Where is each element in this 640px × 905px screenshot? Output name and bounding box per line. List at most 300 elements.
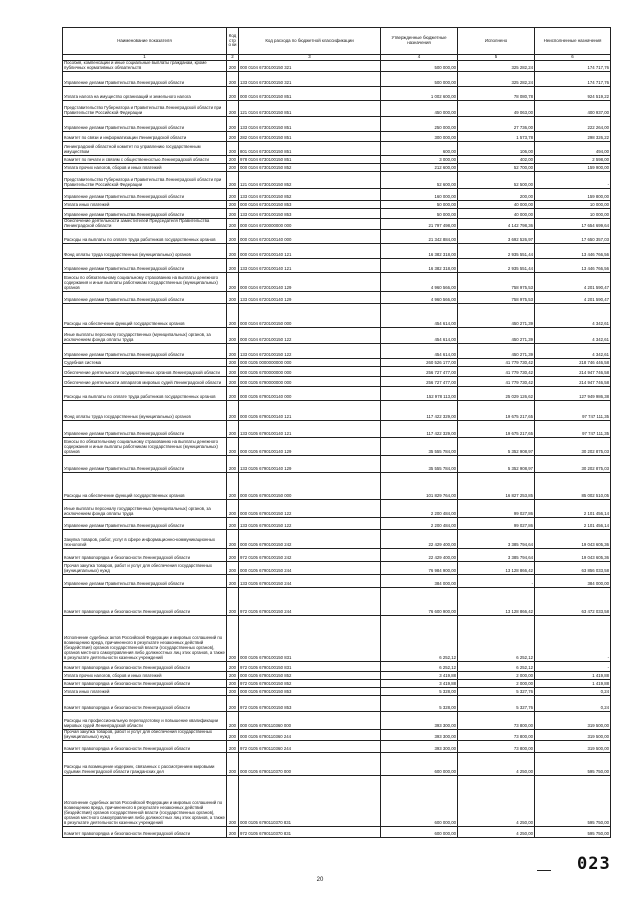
cell-executed: 758 975,53 [458,291,535,303]
cell-line-code: 200 [227,679,239,687]
cell-line-code: 200 [227,517,239,529]
cell-line-code: 200 [227,740,239,752]
header-approved: Утвержденные бюджетные назначения [381,28,458,55]
cell-line-code: 200 [227,171,239,188]
column-number: 4 [381,55,458,61]
cell-line-code: 200 [227,587,239,615]
cell-indicator-name: Комитет правопорядка и безопасности Ленинградской области [63,587,227,615]
header-line-code: Код стро ки [227,28,239,55]
cell-executed: 3 385 794,64 [458,548,535,561]
cell-unexecuted: 319 500,00 [535,729,611,740]
cell-executed: 13 128 866,42 [458,561,535,574]
cell-line-code: 200 [227,243,239,258]
table-row [63,775,611,826]
cell-line-code: 200 [227,752,239,775]
cell-unexecuted: 97 747 111,35 [535,420,611,437]
cell-budget-code: 000 0105 6790110370 831 [239,775,381,826]
cell-line-code: 200 [227,376,239,386]
cell-executed: 40 000,00 [458,208,535,218]
cell-line-code: 200 [227,455,239,472]
cell-unexecuted: 0,24 [535,695,611,711]
cell-budget-code: 000 0105 6790100150 831 [239,615,381,661]
cell-budget-code: 000 0104 6720100140 121 [239,243,381,258]
cell-executed: 5 352 908,97 [458,455,535,472]
cell-approved: 393 300,00 [381,711,458,729]
table-row [63,163,611,171]
cell-budget-code: 121 0104 6730100150 852 [239,171,381,188]
table-row [63,561,611,574]
table-row [63,455,611,472]
table-row [63,671,611,679]
cell-approved: 5 328,00 [381,695,458,711]
cell-budget-code: 972 0105 6790100150 831 [239,661,381,671]
cell-budget-code: 000 0105 6790110360 000 [239,711,381,729]
cell-unexecuted: 4 342,61 [535,303,611,327]
table-row [63,188,611,200]
cell-line-code: 200 [227,695,239,711]
cell-indicator-name: Комитет правопорядка и безопасности Ленинградской области [63,548,227,561]
cell-indicator-name: Пособия, компенсации и иные социальные выплаты гражданам, кроме публичных нормативных обязательств [63,61,227,72]
cell-line-code: 200 [227,826,239,837]
cell-executed: 5 352 908,97 [458,437,535,455]
cell-budget-code: 000 0105 6790100140 121 [239,400,381,420]
cell-budget-code: 133 0104 6730100150 851 [239,116,381,131]
stamp-dash [537,870,551,871]
cell-budget-code: 000 0105 6700000000 000 [239,366,381,376]
cell-indicator-name: Комитет правопорядка и безопасности Ленинградской области [63,740,227,752]
cell-indicator-name: Управление делами Правительства Ленинградской области [63,455,227,472]
cell-indicator-name: Уплата прочих налогов, сборов и иных платежей [63,163,227,171]
cell-approved: 101 829 764,00 [381,472,458,499]
cell-approved: 256 727 477,00 [381,376,458,386]
cell-unexecuted: 218 746 446,58 [535,358,611,366]
cell-unexecuted: 2 101 456,14 [535,499,611,517]
sheet-stamp: 023 [577,854,611,874]
cell-indicator-name: Расходы на выплаты по оплате труда работников государственных органов [63,229,227,243]
cell-unexecuted: 174 717,76 [535,61,611,72]
cell-budget-code: 972 0105 6790100150 244 [239,587,381,615]
table-row [63,272,611,291]
cell-indicator-name: Прочая закупка товаров, работ и услуг для обеспечения государственных (муниципальных) нужд [63,561,227,574]
table-row [63,327,611,343]
cell-approved: 393 300,00 [381,729,458,740]
cell-approved: 2 200 484,00 [381,499,458,517]
table-row [63,376,611,386]
cell-indicator-name: Уплата прочих налогов, сборов и иных платежей [63,671,227,679]
cell-approved: 454 614,00 [381,327,458,343]
cell-approved: 500 000,00 [381,71,458,86]
cell-unexecuted: 1 419,88 [535,671,611,679]
cell-approved: 600 000,00 [381,775,458,826]
cell-line-code: 200 [227,208,239,218]
cell-indicator-name: Иные выплаты персоналу государственных (муниципальных) органов, за исключением фонда оплаты труда [63,327,227,343]
cell-line-code: 200 [227,574,239,587]
cell-executed: 19 675 217,65 [458,420,535,437]
cell-unexecuted: 127 949 986,38 [535,386,611,400]
cell-executed: 41 779 730,42 [458,358,535,366]
cell-executed: 402,00 [458,155,535,163]
column-number: 1 [63,55,227,61]
cell-line-code: 200 [227,258,239,272]
cell-unexecuted: 2 101 456,14 [535,517,611,529]
table-row [63,517,611,529]
cell-budget-code: 000 0105 6790110370 000 [239,752,381,775]
cell-approved: 6 252,12 [381,661,458,671]
cell-approved: 76 600 900,00 [381,587,458,615]
cell-unexecuted: 595 750,00 [535,752,611,775]
table-row [63,499,611,517]
cell-line-code: 200 [227,200,239,208]
cell-approved: 384 000,00 [381,574,458,587]
cell-executed: - [458,574,535,587]
cell-unexecuted: - [535,615,611,661]
cell-indicator-name: Уплата иных платежей [63,200,227,208]
cell-executed: 49 063,00 [458,100,535,116]
cell-line-code: 200 [227,343,239,358]
table-row [63,695,611,711]
cell-approved: 256 727 477,00 [381,366,458,376]
cell-unexecuted: 159 900,00 [535,163,611,171]
cell-indicator-name: Управление делами Правительства Ленинградской области [63,208,227,218]
cell-executed: 6 252,12 [458,615,535,661]
cell-unexecuted: 4 342,61 [535,343,611,358]
table-row [63,116,611,131]
cell-executed: 2 935 551,44 [458,258,535,272]
table-row [63,131,611,141]
cell-executed: 200,00 [458,188,535,200]
cell-unexecuted: 298 326,22 [535,131,611,141]
cell-indicator-name: Управление делами Правительства Ленинградской области [63,71,227,86]
cell-budget-code: 000 0105 6790100150 244 [239,561,381,574]
cell-indicator-name: Управление делами Правительства Ленинградской области [63,574,227,587]
cell-executed: 73 800,00 [458,740,535,752]
cell-budget-code: 000 0105 0000000000 000 [239,358,381,366]
cell-line-code: 200 [227,499,239,517]
cell-indicator-name: Обеспечение деятельности аппаратов мировых судей Ленинградской области [63,376,227,386]
cell-line-code: 200 [227,131,239,141]
cell-unexecuted: 85 002 510,05 [535,472,611,499]
cell-line-code: 200 [227,400,239,420]
cell-executed: 73 800,00 [458,729,535,740]
cell-unexecuted: 19 043 605,36 [535,548,611,561]
cell-unexecuted: 13 446 766,56 [535,258,611,272]
cell-indicator-name: Комитет правопорядка и безопасности Ленинградской области [63,826,227,837]
cell-approved: 450 000,00 [381,100,458,116]
cell-indicator-name: Иные выплаты персоналу государственных (муниципальных) органов, за исключением фонда оплаты труда [63,499,227,517]
cell-unexecuted: 319 500,00 [535,711,611,729]
cell-approved: 393 300,00 [381,740,458,752]
cell-approved: 250 000,00 [381,116,458,131]
cell-unexecuted: 595 750,00 [535,775,611,826]
cell-indicator-name: Комитет правопорядка и безопасности Ленинградской области [63,661,227,671]
cell-unexecuted: 924 519,22 [535,86,611,100]
cell-budget-code: 000 0105 6790100150 000 [239,472,381,499]
cell-unexecuted: 4 342,61 [535,327,611,343]
table-row [63,752,611,775]
cell-unexecuted: 222 264,00 [535,116,611,131]
cell-approved: 4 960 566,00 [381,272,458,291]
cell-line-code: 200 [227,775,239,826]
cell-approved: 50 000,00 [381,208,458,218]
table-row [63,229,611,243]
header-unexecuted: Неисполненные назначения [535,28,611,55]
cell-indicator-name: Управление делами Правительства Ленинградской области [63,258,227,272]
page-number: 20 [316,877,324,883]
table-row [63,200,611,208]
cell-indicator-name: Представительство Губернатора и Правительства Ленинградской области при Правительстве Российской Федерации [63,100,227,116]
cell-unexecuted: 159 800,00 [535,188,611,200]
table-row [63,711,611,729]
table-row [63,86,611,100]
cell-indicator-name: Закупка товаров, работ, услуг в сфере информационно-коммуникационных технологий [63,529,227,548]
cell-unexecuted: 1 419,88 [535,679,611,687]
cell-line-code: 200 [227,71,239,86]
header-budget-class-code: Код расхода по бюджетной классификации [239,28,381,55]
cell-unexecuted: 63 856 033,58 [535,561,611,574]
table-row [63,155,611,163]
cell-line-code: 200 [227,615,239,661]
cell-budget-code: 121 0104 6730100150 851 [239,100,381,116]
cell-approved: 21 342 884,00 [381,229,458,243]
cell-approved: 21 797 498,00 [381,218,458,229]
cell-indicator-name: Фонд оплаты труда государственных (муниципальных) органов [63,400,227,420]
cell-budget-code: 972 0105 6790110360 244 [239,740,381,752]
cell-approved: 3 419,88 [381,671,458,679]
cell-unexecuted: 17 654 699,64 [535,218,611,229]
cell-unexecuted: 97 747 111,35 [535,400,611,420]
cell-executed: 325 282,24 [458,61,535,72]
cell-budget-code: 000 0105 6790100150 852 [239,671,381,679]
header-indicator-name: Наименование показателя [63,28,227,55]
cell-approved: 4 960 566,00 [381,291,458,303]
table-row [63,740,611,752]
cell-budget-code: 000 0104 6730100150 851 [239,86,381,100]
cell-budget-code: 133 0104 6730100150 853 [239,208,381,218]
cell-budget-code: 133 0105 6790100150 122 [239,517,381,529]
table-row [63,291,611,303]
cell-approved: 76 984 900,00 [381,561,458,574]
cell-executed: 4 250,00 [458,775,535,826]
cell-unexecuted: 10 000,00 [535,200,611,208]
cell-budget-code: 133 0105 6790100150 244 [239,574,381,587]
cell-line-code: 200 [227,420,239,437]
cell-line-code: 200 [227,548,239,561]
cell-indicator-name: Уплата иных платежей [63,687,227,695]
cell-budget-code: 000 0104 6720000000 000 [239,218,381,229]
column-number: 6 [535,55,611,61]
cell-unexecuted: 30 202 875,03 [535,455,611,472]
table-body [63,61,611,838]
cell-indicator-name: Прочая закупка товаров, работ и услуг для обеспечения государственных (муниципальных) нужд [63,729,227,740]
cell-indicator-name: Управление делами Правительства Ленинградской области [63,188,227,200]
cell-unexecuted: 0,24 [535,687,611,695]
cell-approved: 152 978 113,00 [381,386,458,400]
cell-budget-code: 000 0105 6790100140 000 [239,386,381,400]
cell-unexecuted: 214 947 746,58 [535,366,611,376]
cell-line-code: 200 [227,86,239,100]
cell-indicator-name: Расходы на профессиональную переподготовку и повышение квалификации мировых судей Ленинградской области [63,711,227,729]
cell-budget-code: 133 0104 6730100150 852 [239,188,381,200]
cell-budget-code: 000 0104 6720100150 000 [239,303,381,327]
cell-line-code: 200 [227,272,239,291]
cell-unexecuted: 19 043 605,36 [535,529,611,548]
cell-executed: 106,00 [458,141,535,155]
cell-unexecuted: 2 598,00 [535,155,611,163]
cell-budget-code: 133 0104 6730100150 321 [239,71,381,86]
cell-approved: 600 000,00 [381,752,458,775]
table-row [63,587,611,615]
cell-unexecuted: 4 201 590,47 [535,272,611,291]
table-row [63,171,611,188]
table-row [63,71,611,86]
table-row [63,258,611,272]
cell-budget-code: 000 0104 6730100150 321 [239,61,381,72]
cell-executed: 52 700,00 [458,163,535,171]
cell-executed: 450 271,39 [458,343,535,358]
cell-executed: 3 692 526,97 [458,229,535,243]
cell-budget-code: 000 0104 6730100150 852 [239,163,381,171]
cell-unexecuted: 17 650 357,03 [535,229,611,243]
cell-line-code: 200 [227,687,239,695]
cell-approved: 260 526 177,00 [381,358,458,366]
cell-executed: 99 027,86 [458,517,535,529]
cell-budget-code: 972 0105 6790100150 242 [239,548,381,561]
cell-unexecuted: 63 472 033,58 [535,587,611,615]
cell-executed: 19 675 217,65 [458,400,535,420]
cell-approved: 117 422 329,00 [381,420,458,437]
cell-indicator-name: Обеспечение деятельности государственных органов Ленинградской области [63,366,227,376]
table-row [63,358,611,366]
cell-line-code: 200 [227,116,239,131]
cell-executed: 52 500,00 [458,171,535,188]
cell-executed: 758 975,53 [458,272,535,291]
table-row [63,687,611,695]
cell-indicator-name: Расходы на обеспечение функций государственных органов [63,303,227,327]
cell-executed: 41 779 730,42 [458,376,535,386]
cell-budget-code: 000 0105 6790100150 242 [239,529,381,548]
table-row [63,729,611,740]
table-row [63,386,611,400]
cell-approved: 117 422 329,00 [381,400,458,420]
cell-budget-code: 000 0104 6720100140 000 [239,229,381,243]
cell-executed: 4 250,00 [458,752,535,775]
table-row [63,615,611,661]
cell-unexecuted: 384 000,00 [535,574,611,587]
table-row [63,574,611,587]
cell-approved: 454 614,00 [381,343,458,358]
cell-approved: 5 328,00 [381,687,458,695]
cell-approved: 300 000,00 [381,131,458,141]
cell-executed: 450 271,39 [458,303,535,327]
cell-line-code: 200 [227,661,239,671]
cell-approved: 22 429 400,00 [381,548,458,561]
cell-approved: 35 555 784,00 [381,455,458,472]
cell-indicator-name: Фонд оплаты труда государственных (муниципальных) органов [63,243,227,258]
cell-line-code: 200 [227,386,239,400]
table-row [63,208,611,218]
table-header-row [63,28,611,55]
cell-unexecuted: 214 947 746,58 [535,376,611,386]
cell-approved: 16 382 318,00 [381,258,458,272]
cell-budget-code: 133 0104 6720100150 122 [239,343,381,358]
cell-budget-code: 000 0104 6730100150 853 [239,200,381,208]
cell-approved: 52 600,00 [381,171,458,188]
cell-unexecuted: - [535,171,611,188]
cell-indicator-name: Исполнение судебных актов Российской Федерации и мировых соглашений по возмещению вреда, причиненного в результате незаконных действий (бездействия) органов государственной власти (государственных органов), органов местного самоуправления либо должностных лиц этих органов, а также в результате деятельности казенных учреждений [63,775,227,826]
table-row [63,472,611,499]
cell-executed: 325 282,24 [458,71,535,86]
cell-executed: 41 779 730,42 [458,366,535,376]
cell-executed: 5 327,76 [458,687,535,695]
table-row [63,420,611,437]
cell-approved: 2 200 484,00 [381,517,458,529]
cell-executed: 5 327,76 [458,695,535,711]
cell-budget-code: 000 0105 6790100150 122 [239,499,381,517]
cell-approved: 22 429 400,00 [381,529,458,548]
cell-indicator-name: Исполнение судебных актов Российской Федерации и мировых соглашений по возмещению вреда, причиненного в результате незаконных действий (бездействия) органов государственной власти (государственных органов), органов местного самоуправления либо должностных лиц этих органов, а также в результате деятельности казенных учреждений [63,615,227,661]
cell-executed: 2 000,00 [458,679,535,687]
table-row [63,243,611,258]
cell-executed: 1 573,78 [458,131,535,141]
cell-line-code: 200 [227,561,239,574]
cell-budget-code: 282 0104 6730100150 851 [239,131,381,141]
cell-approved: 3 419,88 [381,679,458,687]
cell-budget-code: 978 0104 6730100150 851 [239,155,381,163]
cell-indicator-name: Ленинградский областной комитет по управлению государственным имуществом [63,141,227,155]
cell-indicator-name: Судебная система [63,358,227,366]
table-row [63,826,611,837]
cell-executed: 6 252,12 [458,661,535,671]
cell-line-code: 200 [227,671,239,679]
cell-indicator-name: Управление делами Правительства Ленинградской области [63,291,227,303]
cell-line-code: 200 [227,141,239,155]
cell-line-code: 200 [227,155,239,163]
cell-budget-code: 133 0104 6720100140 121 [239,258,381,272]
cell-line-code: 200 [227,303,239,327]
cell-executed: 13 128 866,42 [458,587,535,615]
cell-executed: 2 935 551,44 [458,243,535,258]
cell-line-code: 200 [227,218,239,229]
cell-indicator-name: Взносы по обязательному социальному страхованию на выплаты денежного содержания и иные выплаты работникам государственных (муниципальных) органов [63,272,227,291]
cell-line-code: 200 [227,366,239,376]
cell-budget-code: 133 0104 6720100140 129 [239,291,381,303]
column-number: 3 [239,55,381,61]
table-row [63,100,611,116]
cell-line-code: 200 [227,711,239,729]
cell-line-code: 200 [227,327,239,343]
cell-budget-code: 000 0105 6790100150 853 [239,687,381,695]
cell-approved: 16 382 318,00 [381,243,458,258]
table-row [63,366,611,376]
budget-execution-table-container [62,27,610,838]
cell-budget-code: 133 0105 6790100140 121 [239,420,381,437]
cell-approved: 3 000,00 [381,155,458,163]
cell-approved: 500 000,00 [381,61,458,72]
cell-indicator-name: Уплата налога на имущество организаций и земельного налога [63,86,227,100]
cell-executed: 4 250,00 [458,826,535,837]
cell-approved: 212 600,00 [381,163,458,171]
header-executed: Исполнено [458,28,535,55]
column-number: 2 [227,55,239,61]
cell-indicator-name: Комитет по связи и информатизации Ленинградской области [63,131,227,141]
cell-line-code: 200 [227,291,239,303]
cell-budget-code: 801 0104 6730100150 851 [239,141,381,155]
table-row [63,141,611,155]
cell-unexecuted: 319 500,00 [535,740,611,752]
cell-budget-code: 000 0105 6790110360 244 [239,729,381,740]
cell-line-code: 200 [227,437,239,455]
cell-line-code: 200 [227,163,239,171]
